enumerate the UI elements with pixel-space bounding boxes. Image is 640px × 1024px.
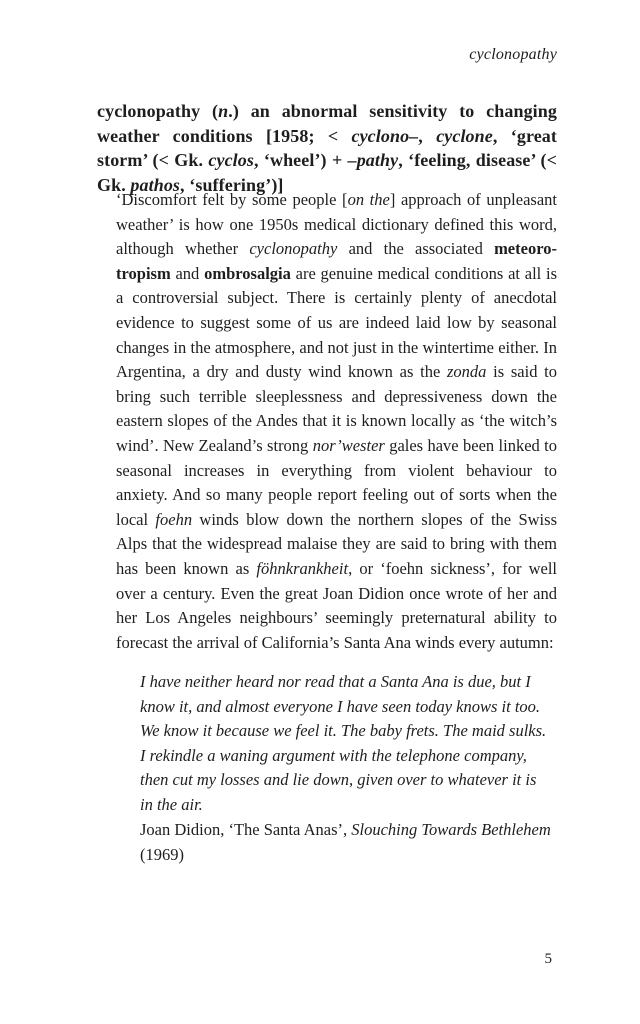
dictionary-entry-definition: cyclonopathy (n.) an abnormal sensitivity to changing weather conditions [1958; < cyclono–, cyclone, ‘great storm’ (< Gk. cyclos, ‘wheel’) + –pathy, ‘feeling, disease’ (< Gk. pathos, ‘suffering’)] [97, 101, 557, 195]
blockquote-didion: I have neither heard nor read that a Santa Ana is due, but I know it, and almost everyone I have seen today knows it too. We know it because we feel it. The baby frets. The maid sulks. I rekindle a waning argument with the telephone company, then cut my losses and lie down, given over to whatever it is in the air. [140, 672, 547, 814]
page-number: 5 [544, 951, 552, 967]
running-head: cyclonopathy [469, 46, 557, 63]
quote-attribution: Joan Didion, ‘The Santa Anas’, Slouching Towards Bethlehem (1969) [140, 820, 551, 864]
body-paragraph: ‘Discomfort felt by some people [on the] approach of unpleasant weather’ is how one 1950s medical dictionary defined this word, although whether cyclonopathy and the associated meteorotropism and ombrosalgia are genuine medical conditions at all is a controversial subject. There is certainly plenty of anecdotal evidence to suggest some of us are indeed laid low by seasonal changes in the atmosphere, and not just in the wintertime either. In Argentina, a dry and dusty wind known as the zonda is said to bring such terrible sleeplessness and depressiveness down the eastern slopes of the Andes that it is known locally as ‘the witch’s wind’. New Zealand’s strong nor’wester gales have been linked to seasonal increases in everything from violent behaviour to anxiety. And so many people report feeling out of sorts when the local foehn winds blow down the northern slopes of the Swiss Alps that the widespread malaise they are said to bring with them has been known as föhnkrankheit, or ‘foehn sickness’, for well over a century. Even the great Joan Didion once wrote of her and her Los Angeles neighbours’ seemingly preternatural ability to forecast the arrival of California’s Santa Ana winds every autumn: [116, 190, 558, 652]
